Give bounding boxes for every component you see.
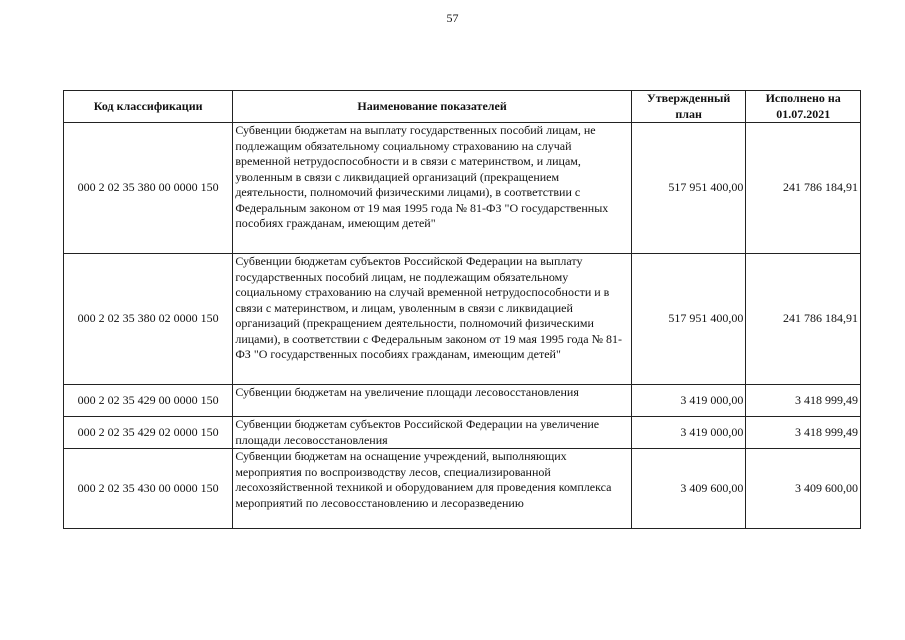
row-code: 000 2 02 35 380 02 0000 150 — [64, 254, 233, 385]
table-row — [64, 417, 861, 449]
row-name: Субвенции бюджетам на оснащение учреждений, выполняющих мероприятия по воспроизводству лесов, специализированной лесохозяйственной техникой и оборудованием для проведения комплекса мероприятий по лесовосстановлению и лесоразведению — [233, 449, 632, 529]
table-header-row — [64, 91, 861, 123]
row-code: 000 2 02 35 429 00 0000 150 — [64, 385, 233, 417]
row-plan: 517 951 400,00 — [631, 254, 746, 385]
budget-table — [63, 90, 861, 529]
row-plan: 3 409 600,00 — [631, 449, 746, 529]
row-done: 3 418 999,49 — [746, 385, 861, 417]
row-name: Субвенции бюджетам на увеличение площади лесовосстановления — [233, 385, 632, 417]
table-row — [64, 123, 861, 254]
page-number: 57 — [446, 11, 459, 25]
header-name: Наименование показателей — [233, 91, 632, 123]
row-done: 241 786 184,91 — [746, 254, 861, 385]
table-row — [64, 254, 861, 385]
row-code: 000 2 02 35 430 00 0000 150 — [64, 449, 233, 529]
header-done: Исполнено на 01.07.2021 — [746, 91, 861, 123]
row-done: 241 786 184,91 — [746, 123, 861, 254]
table-row — [64, 449, 861, 529]
row-name: Субвенции бюджетам субъектов Российской Федерации на увеличение площади лесовосстановления — [233, 417, 632, 449]
row-plan: 517 951 400,00 — [631, 123, 746, 254]
row-name: Субвенции бюджетам на выплату государственных пособий лицам, не подлежащим обязательному социальному страхованию на случай временной нетрудоспособности и в связи с материнством, и лицам, уволенным в связи с ликвидацией организаций (прекращением деятельности, полномочий физическими лицами), в соответствии с Федеральным законом от 19 мая 1995 года № 81-ФЗ "О государственных пособиях гражданам, имеющим детей" — [233, 123, 632, 254]
row-plan: 3 419 000,00 — [631, 385, 746, 417]
row-name: Субвенции бюджетам субъектов Российской Федерации на выплату государственных пособий лицам, не подлежащим обязательному социальному страхованию на случай временной нетрудоспособности и в связи с материнством, и лицам, уволенным в связи с ликвидацией организаций (прекращением деятельности, полномочий физическими лицами), в соответствии с Федеральным законом от 19 мая 1995 года № 81-ФЗ "О государственных пособиях гражданам, имеющим детей" — [233, 254, 632, 385]
table-row — [64, 385, 861, 417]
row-code: 000 2 02 35 429 02 0000 150 — [64, 417, 233, 449]
header-plan: Утвержденный план — [631, 91, 746, 123]
header-code: Код классификации — [64, 91, 233, 123]
row-code: 000 2 02 35 380 00 0000 150 — [64, 123, 233, 254]
row-plan: 3 419 000,00 — [631, 417, 746, 449]
row-done: 3 418 999,49 — [746, 417, 861, 449]
row-done: 3 409 600,00 — [746, 449, 861, 529]
